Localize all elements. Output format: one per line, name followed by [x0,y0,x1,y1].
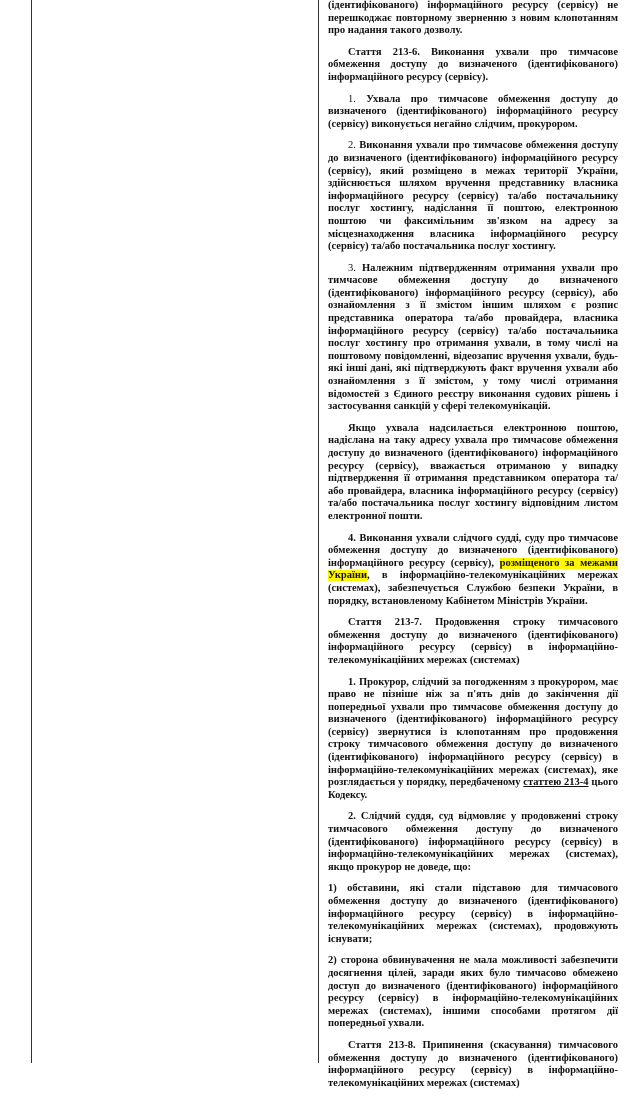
part-text-after: , в інформаційно-телекомунікаційних мережах (системах), забезпечується Службою безпеки України, в порядку, встановленому Кабінетом Міністрів України. [328,570,618,607]
part-text: Виконання ухвали про тимчасове обмеження доступу до визначеного (ідентифікованого) інформаційного ресурсу (сервісу), який розміщено в межах території України, здійснюється шляхом вручення представнику власника інформаційного ресурсу (сервісу) та/або постачальнику послуг хостингу, надіслання її поштою, електронною поштою чи факсимільним зв'язком на адресу за місцезнаходження власника інформаційного ресурсу (сервісу) та/або постачальника послуг хостингу. [328,140,618,253]
article-213-6-part-2 [328,140,618,253]
part-text: Ухвала про тимчасове обмеження доступу до визначеного (ідентифікованого) інформаційного ресурсу (сервісу) виконується негайно слідчим, прокурором. [328,93,618,130]
article-213-6-title: Стаття 213-6. Виконання ухвали про тимчасове обмеження доступу до визначеного (ідентифікованого) інформаційного ресурсу (сервісу). [328,46,618,83]
article-213-6-part-3-email: Якщо ухвала надсилається електронною поштою, надіслана на таку адресу ухвала про тимчасове обмеження доступу до визначеного (ідентифікованого) інформаційного ресурсу (сервісу), вважається отриманою у випадку підтвердження її отримання представником оператора та/або провайдера, власника інформаційного ресурсу (сервісу) та/або постачальника послуг хостингу відповідним листом електронної пошти. [328,422,618,522]
part-number: 3. [348,262,356,274]
top-fragment: (ідентифікованого) інформаційного ресурсу (сервісу) не перешкоджає повторному зверненню з новим клопотанням про надання такого дозволу. [328,0,618,37]
article-213-7-item-1: 1) обставини, які стали підставою для тимчасового обмеження доступу до визначеного (ідентифікованого) інформаційного ресурсу (сервісу) в інформаційно-телекомунікаційних мережах (системах), продовжують існувати; [328,883,618,945]
highlighted-phrase: розміщеного за межами України [328,557,618,582]
article-213-6-part-1 [328,94,618,132]
table-border-right [318,0,319,1063]
table-border-left [31,0,32,1063]
article-213-8-title: Стаття 213-8. Припинення (скасування) тимчасового обмеження доступу до визначеного (ідентифікованого) інформаційного ресурсу (сервісу) в інформаційно-телекомунікаційних мережах (системах) [328,1039,618,1089]
article-213-6-part-3 [328,263,618,414]
article-213-4-link[interactable]: статтею 213-4 [523,777,589,789]
part-number: 2. [348,140,356,152]
part-number: 1. [348,93,356,105]
document-column [328,0,618,1099]
article-213-7-part-2: 2. Слідчий суддя, суд відмовляє у продовженні строку тимчасового обмеження доступу до визначеного (ідентифікованого) інформаційного ресурсу (сервісу) в інформаційно-телекомунікаційних мережах (системах), якщо прокурор не доведе, що: [328,811,618,873]
part-text-before: 1. Прокурор, слідчий за погодженням з прокурором, має право не пізніше ніж за п'ять днів до закінчення дії попередньої ухвали про тимчасове обмеження доступу до визначеного (ідентифікованого) інформаційного ресурсу (сервісу) звернутися із клопотанням про продовження строку тимчасового обмеження доступу до визначеного (ідентифікованого) інформаційного ресурсу (сервісу) в інформаційно-телекомунікаційних мережах (системах), яке розглядається у порядку, передбаченому [328,676,618,789]
article-213-6-part-4 [328,533,618,609]
part-text-after: цього Кодексу. [328,777,619,801]
part-text: Належним підтвердженням отримання ухвали про тимчасове обмеження доступу до визначеного (ідентифікованого) інформаційного ресурсу (сервісу), або ознайомлення з її змістом іншим шляхом є розпис представника оператора та/або провайдера, власника інформаційного ресурсу (сервісу) та/або постачальника послуг хостингу про отримання ухвали, в тому числі на поштовому повідомленні, відеозапис вручення ухвали, будь-які інші дані, які підтверджують факт вручення ухвали або ознайомлення з її змістом, у тому числі отримання відомостей з Єдиного реєстру виконання судових рішень і застосування санкцій у сфері телекомунікацій. [328,262,619,413]
article-213-7-title: Стаття 213-7. Продовження строку тимчасового обмеження доступу до визначеного (ідентифікованого) інформаційного ресурсу (сервісу) в інформаційно-телекомунікаційних мережах (системах) [328,617,618,666]
article-213-7-item-2: 2) сторона обвинувачення не мала можливості забезпечити досягнення цілей, заради яких було тимчасово обмежено доступ до визначеного (ідентифікованого) інформаційного ресурсу (сервісу) в інформаційно-телекомунікаційних мережах (системах), іншими способами протягом дії попередньої ухвали. [328,955,618,1030]
article-213-7-part-1 [328,677,618,803]
part-text-before: 4. Виконання ухвали слідчого судді, суду про тимчасове обмеження доступу до визначеного (ідентифікованого) інформаційного ресурсу (сервісу), [328,532,618,569]
